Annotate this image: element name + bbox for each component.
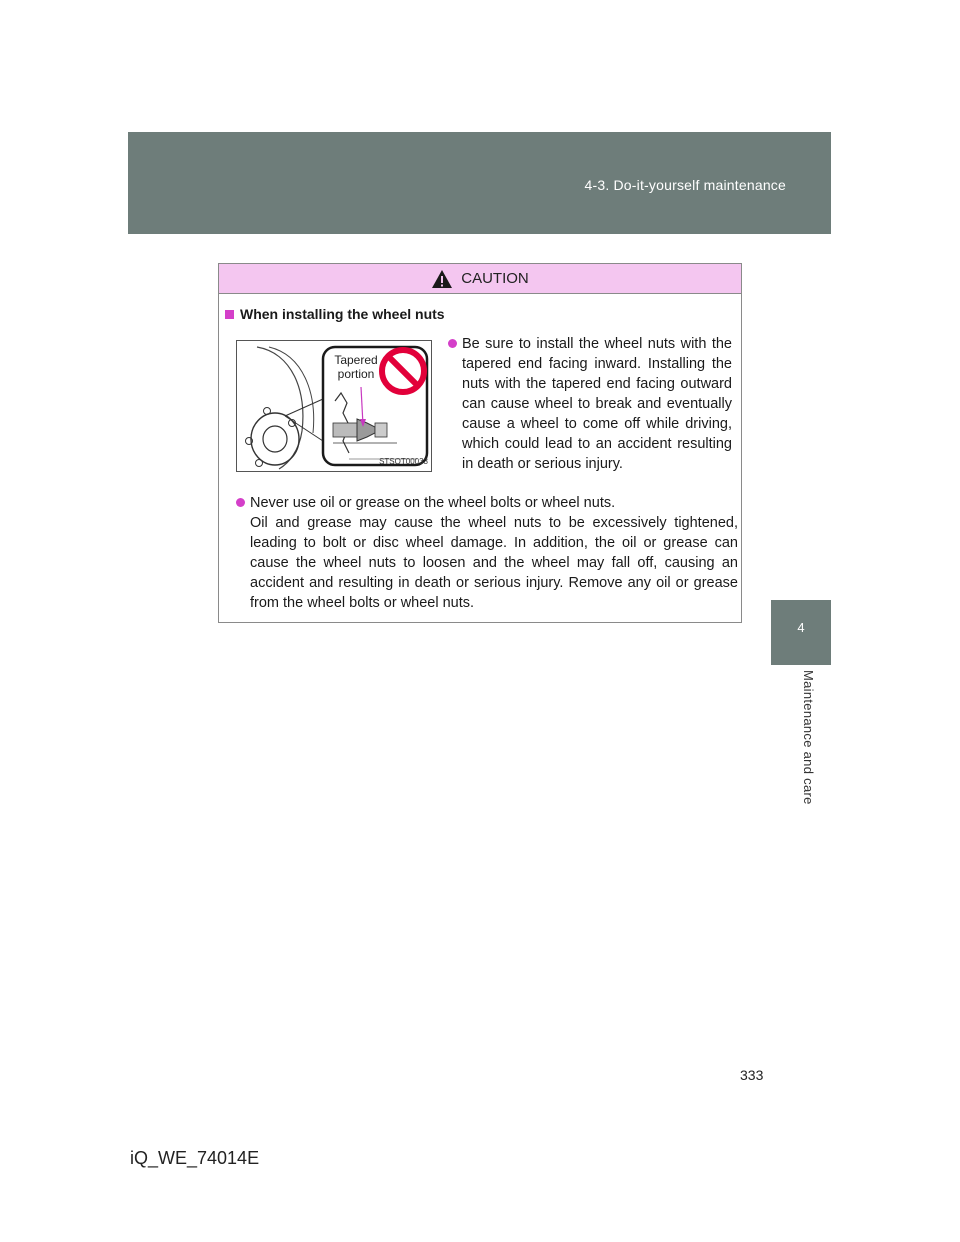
caution-item-no-oil bbox=[250, 493, 738, 613]
warning-triangle-icon bbox=[431, 269, 453, 289]
header-band bbox=[128, 132, 831, 234]
page-number: 333 bbox=[740, 1067, 764, 1083]
round-bullet-icon bbox=[236, 498, 245, 507]
chapter-title: Maintenance and care bbox=[801, 670, 816, 805]
tapered-portion-label: Tapered portion bbox=[334, 353, 378, 381]
caution-item-install-nuts bbox=[462, 334, 732, 474]
document-code: iQ_WE_74014E bbox=[130, 1148, 260, 1168]
square-bullet-icon bbox=[225, 310, 234, 319]
item-text: Oil and grease may cause the wheel nuts to be excessively tightened, leading to bolt or disc wheel damage. In addition, the oil or grease can cause the wheel nuts to loosen and the wheel may fall off, causing an accident and resulting in death or serious injury. Remove any oil or grease from the wheel bolts or wheel nuts. bbox=[250, 515, 738, 611]
prohibition-icon bbox=[382, 350, 424, 392]
section-title: 4-3. Do-it-yourself maintenance bbox=[584, 177, 786, 193]
round-bullet-icon bbox=[448, 339, 457, 348]
item-text: Be sure to install the wheel nuts with the tapered end facing inward. Installing the nuts with the tapered end facing outward can cause wheel to break and eventually cause a wheel to come off while driving, which could lead to an accident resulting in death or serious injury. bbox=[462, 336, 732, 472]
chapter-tab bbox=[771, 600, 831, 665]
caution-box bbox=[218, 263, 742, 623]
wheel-nut-illustration bbox=[236, 340, 432, 472]
caution-title: CAUTION bbox=[461, 270, 529, 287]
subheading-text: When installing the wheel nuts bbox=[240, 306, 445, 322]
item-lead: Never use oil or grease on the wheel bolts or wheel nuts. bbox=[250, 495, 616, 511]
figure-code: STSOT00033 bbox=[379, 457, 428, 466]
chapter-number: 4 bbox=[797, 620, 805, 635]
caution-header bbox=[219, 264, 741, 294]
caution-subheading bbox=[225, 306, 445, 322]
